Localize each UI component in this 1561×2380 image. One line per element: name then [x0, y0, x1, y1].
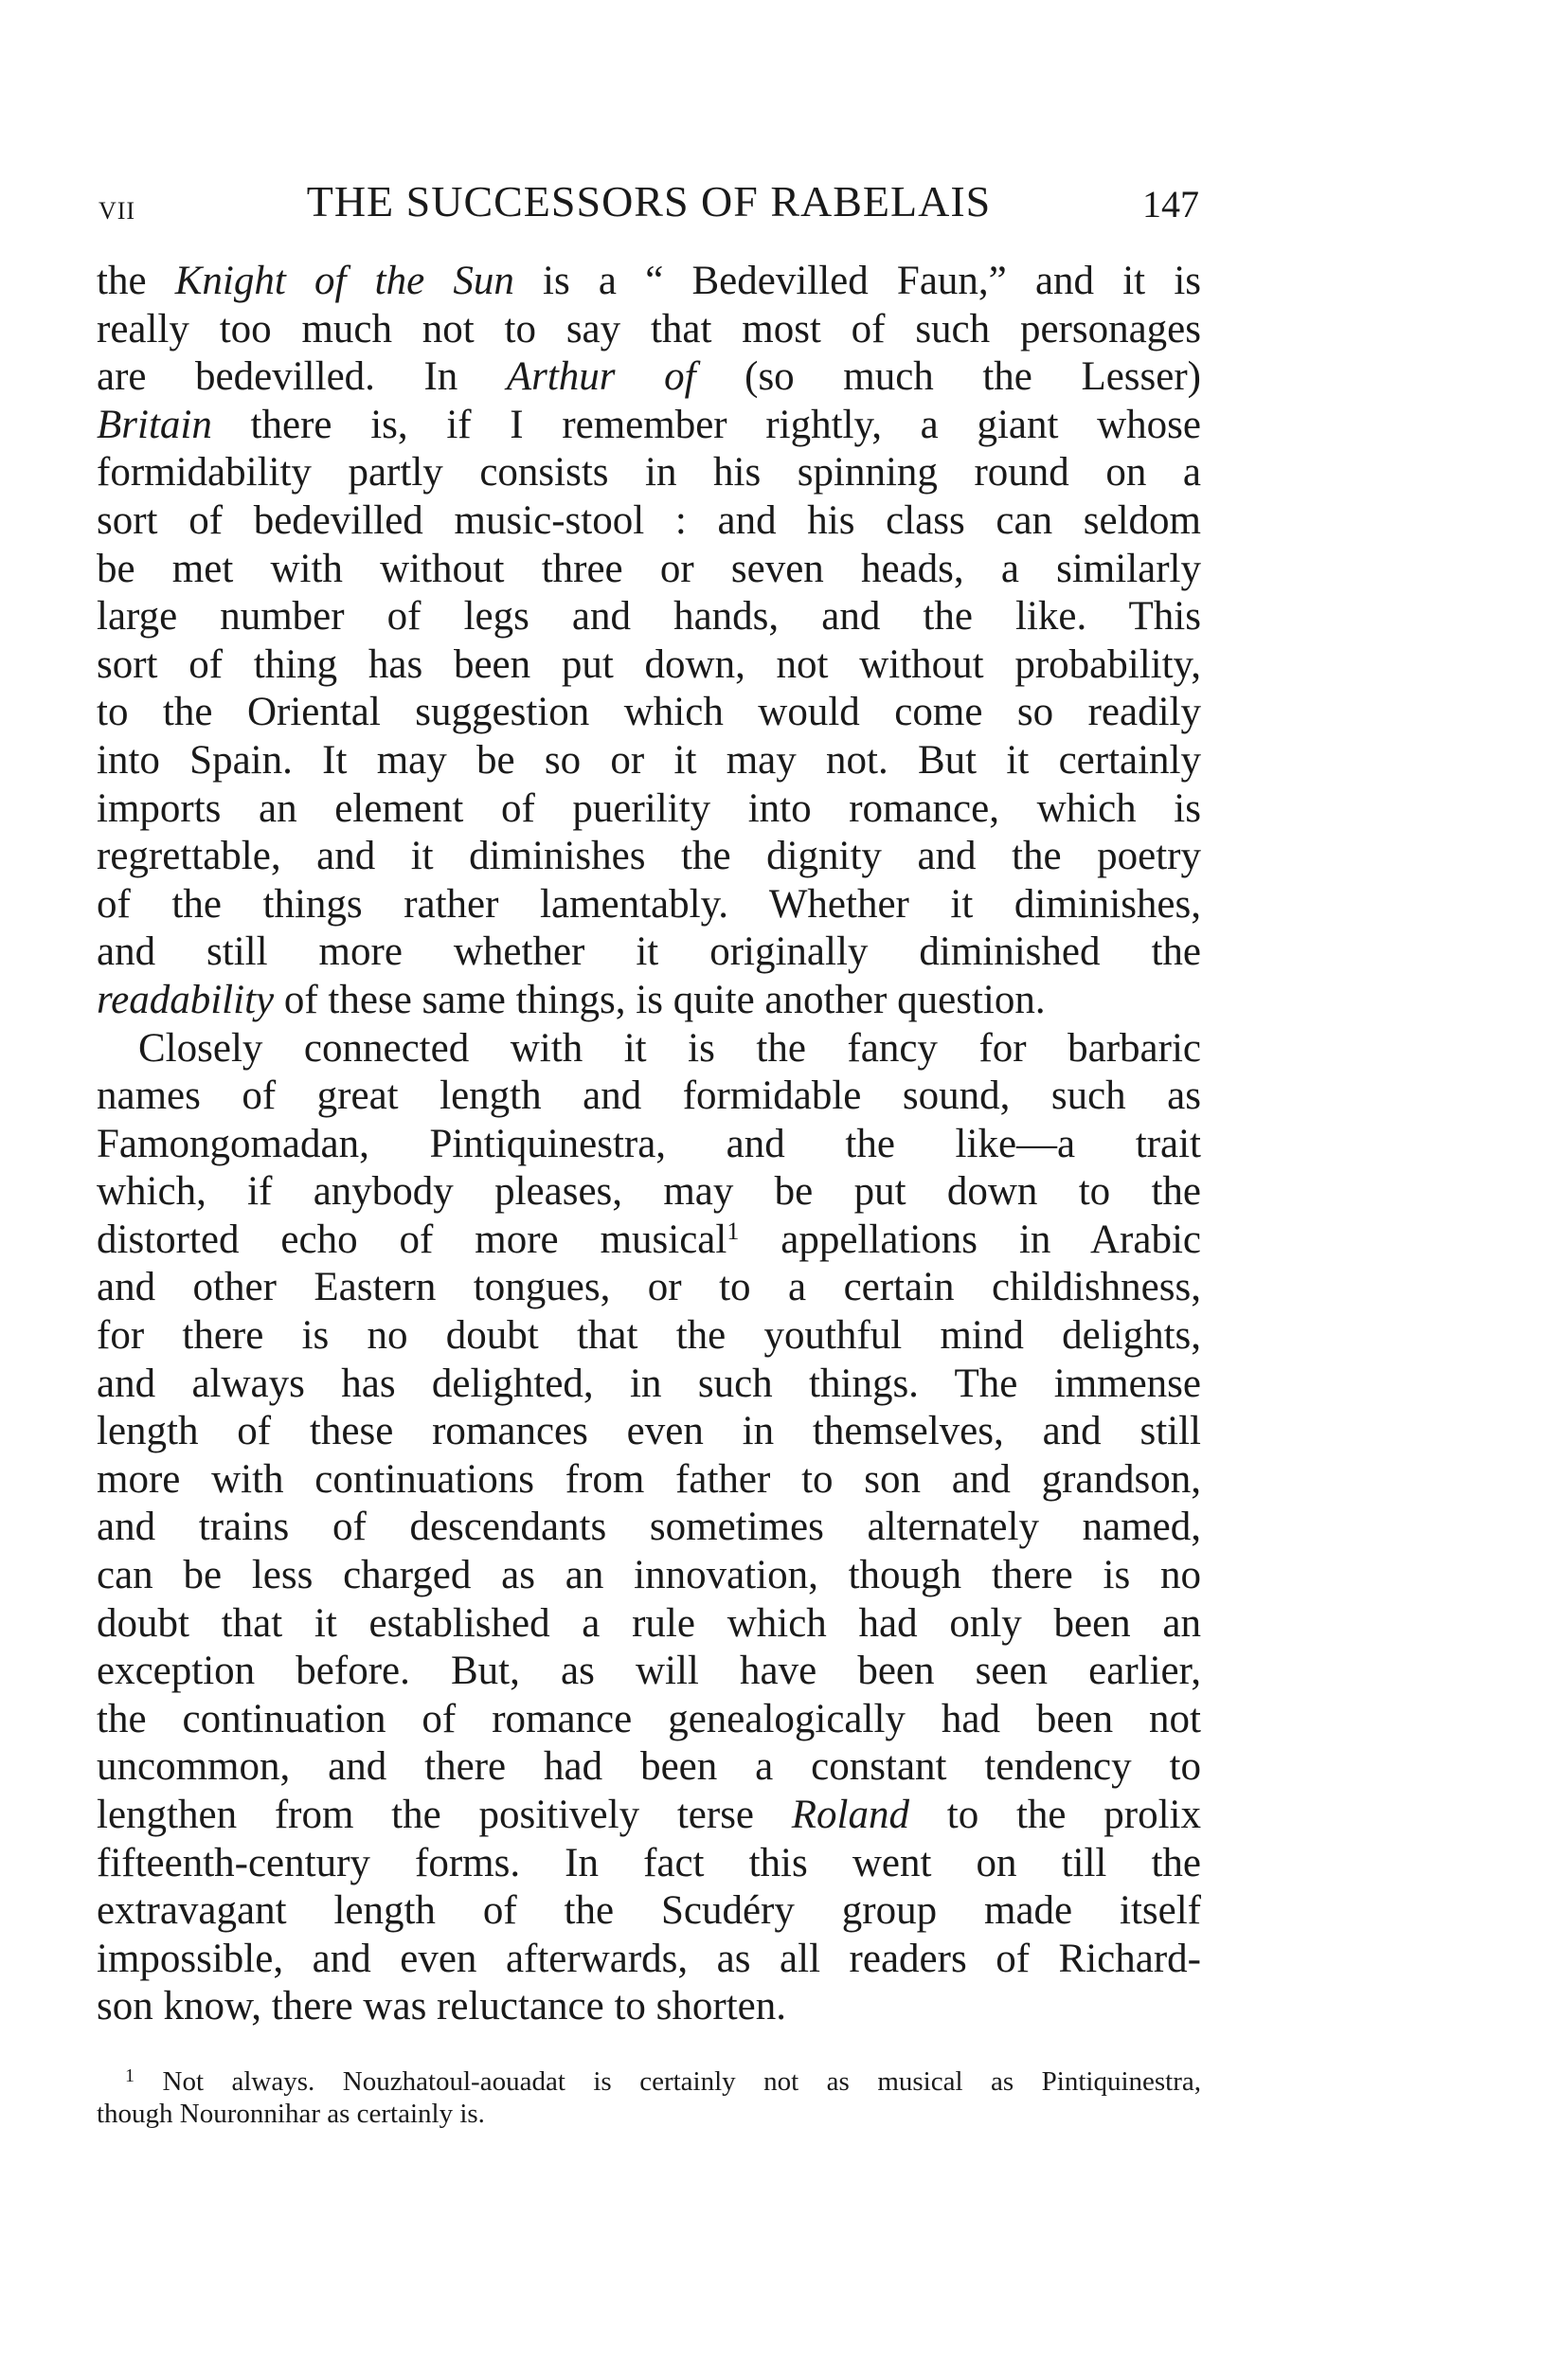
page-number: 147 [1142, 183, 1199, 225]
text-run: uncommon, and there had been a constant tendency to [97, 1744, 1201, 1790]
text-line [97, 641, 1201, 690]
text-run: impossible, and even afterwards, as all readers of Richard- [97, 1936, 1201, 1981]
text-line [97, 1936, 1201, 1984]
text-line [97, 1840, 1201, 1888]
text-run: sort of bedevilled music-stool : and his class can seldom [97, 497, 1201, 543]
text-line [97, 1073, 1201, 1121]
text-line [97, 1025, 1201, 1073]
text-line [97, 1408, 1201, 1456]
chapter-number: VII [99, 197, 136, 225]
footnote-line [97, 2065, 1201, 2098]
text-run: son know, there was reluctance to shorten. [97, 1984, 786, 2029]
text-line [97, 1264, 1201, 1312]
text-line [97, 1887, 1201, 1936]
text-run: Famongomadan, Pintiquinestra, and the like—a trait [97, 1121, 1201, 1166]
running-head [99, 176, 1199, 237]
text-run: can be less charged as an innovation, though there is no [97, 1553, 1201, 1598]
text-run: into Spain. It may be so or it may not. But it certainly [97, 737, 1201, 783]
italic-text: Knight of the Sun [174, 259, 514, 303]
text-line [97, 449, 1201, 497]
text-line [97, 1361, 1201, 1409]
text-run: be met with without three or seven heads, a similarly [97, 546, 1201, 591]
text-line [97, 881, 1201, 929]
text-line [97, 833, 1201, 881]
text-run: to the prolix [909, 1793, 1201, 1837]
footnote-marker: 1 [125, 2065, 135, 2086]
text-line [97, 737, 1201, 785]
text-run: is a “ Bedevilled Faun,” and it is [513, 259, 1201, 303]
text-line [97, 1743, 1201, 1792]
footnote-reference: 1 [727, 1217, 740, 1245]
italic-text: Arthur of [506, 354, 696, 400]
italic-text: readability [97, 977, 275, 1022]
italic-text: Britain [97, 402, 212, 447]
text-run: formidability partly consists in his spinning round on a [97, 450, 1201, 496]
text-run: Closely connected with it is the fancy for barbaric [138, 1025, 1201, 1071]
text-line [97, 497, 1201, 546]
text-run: really too much not to say that most of such personages [97, 306, 1201, 352]
text-run: large number of legs and hands, and the like. This [97, 594, 1201, 640]
text-run: sort of thing has been put down, not without probability, [97, 641, 1201, 687]
text-run: which, if anybody pleases, may be put down to the [97, 1169, 1201, 1215]
text-run: and trains of descendants sometimes alternately named, [97, 1505, 1201, 1550]
text-line [97, 1504, 1201, 1552]
text-run: lengthen from the positively terse [97, 1793, 792, 1837]
text-run: length of these romances even in themselves, and still [97, 1409, 1201, 1454]
text-run: are bedevilled. In [97, 354, 507, 400]
text-run: (so much the Lesser) [695, 354, 1201, 400]
text-line [97, 1168, 1201, 1217]
text-run: appellations in Arabic [739, 1217, 1201, 1262]
text-run: and still more whether it originally diminished the [97, 929, 1201, 975]
text-line [97, 1456, 1201, 1505]
text-run: names of great length and formidable sound, such as [97, 1073, 1201, 1119]
text-line [97, 258, 1201, 306]
text-run: for there is no doubt that the youthful mind delights, [97, 1313, 1201, 1359]
text-line [97, 1792, 1201, 1840]
text-line [97, 353, 1201, 402]
text-line [97, 1983, 1201, 2031]
body-text [97, 258, 1201, 2031]
text-run: fifteenth-century forms. In fact this went on till the [97, 1840, 1201, 1885]
italic-text: Roland [791, 1793, 909, 1837]
running-title: THE SUCCESSORS OF RABELAIS [306, 177, 992, 225]
text-run: more with continuations from father to son and grandson, [97, 1456, 1201, 1502]
text-line [97, 402, 1201, 450]
text-line [97, 306, 1201, 354]
text-run: the continuation of romance genealogically had been not [97, 1696, 1201, 1741]
text-line [97, 1552, 1201, 1600]
text-line [97, 929, 1201, 977]
text-run: and always has delighted, in such things. The immense [97, 1361, 1201, 1406]
text-line [97, 1648, 1201, 1696]
text-run: regrettable, and it diminishes the dignity and the poetry [97, 834, 1201, 879]
text-run: exception before. But, as will have been seen earlier, [97, 1649, 1201, 1694]
footnote-line: though Nouronnihar as certainly is. [97, 2099, 485, 2129]
text-run: of these same things, is quite another question. [274, 977, 1046, 1022]
footnote-text: Not always. Nouzhatoul-aouadat is certainly not as musical as Pintiquinestra, [162, 2066, 1202, 2097]
text-run: the [97, 259, 175, 303]
text-line [97, 1696, 1201, 1744]
text-run: doubt that it established a rule which had only been an [97, 1600, 1201, 1646]
text-run: distorted echo of more musical [97, 1217, 727, 1262]
text-run: extravagant length of the Scudéry group made itself [97, 1888, 1201, 1934]
text-line [97, 546, 1201, 594]
text-line [97, 785, 1201, 834]
text-run: of the things rather lamentably. Whether it diminishes, [97, 881, 1201, 927]
text-run: to the Oriental suggestion which would come so readily [97, 690, 1201, 735]
text-line [97, 593, 1201, 641]
text-line [97, 1121, 1201, 1169]
footnote [97, 2065, 1201, 2130]
text-run: and other Eastern tongues, or to a certain childishness, [97, 1265, 1201, 1310]
text-run: there is, if I remember rightly, a giant whose [211, 402, 1201, 447]
text-run: imports an element of puerility into romance, which is [97, 785, 1201, 831]
text-line [97, 1312, 1201, 1361]
text-line [97, 689, 1201, 737]
text-line [97, 1217, 1201, 1265]
text-line [97, 1600, 1201, 1649]
text-line [97, 977, 1201, 1025]
